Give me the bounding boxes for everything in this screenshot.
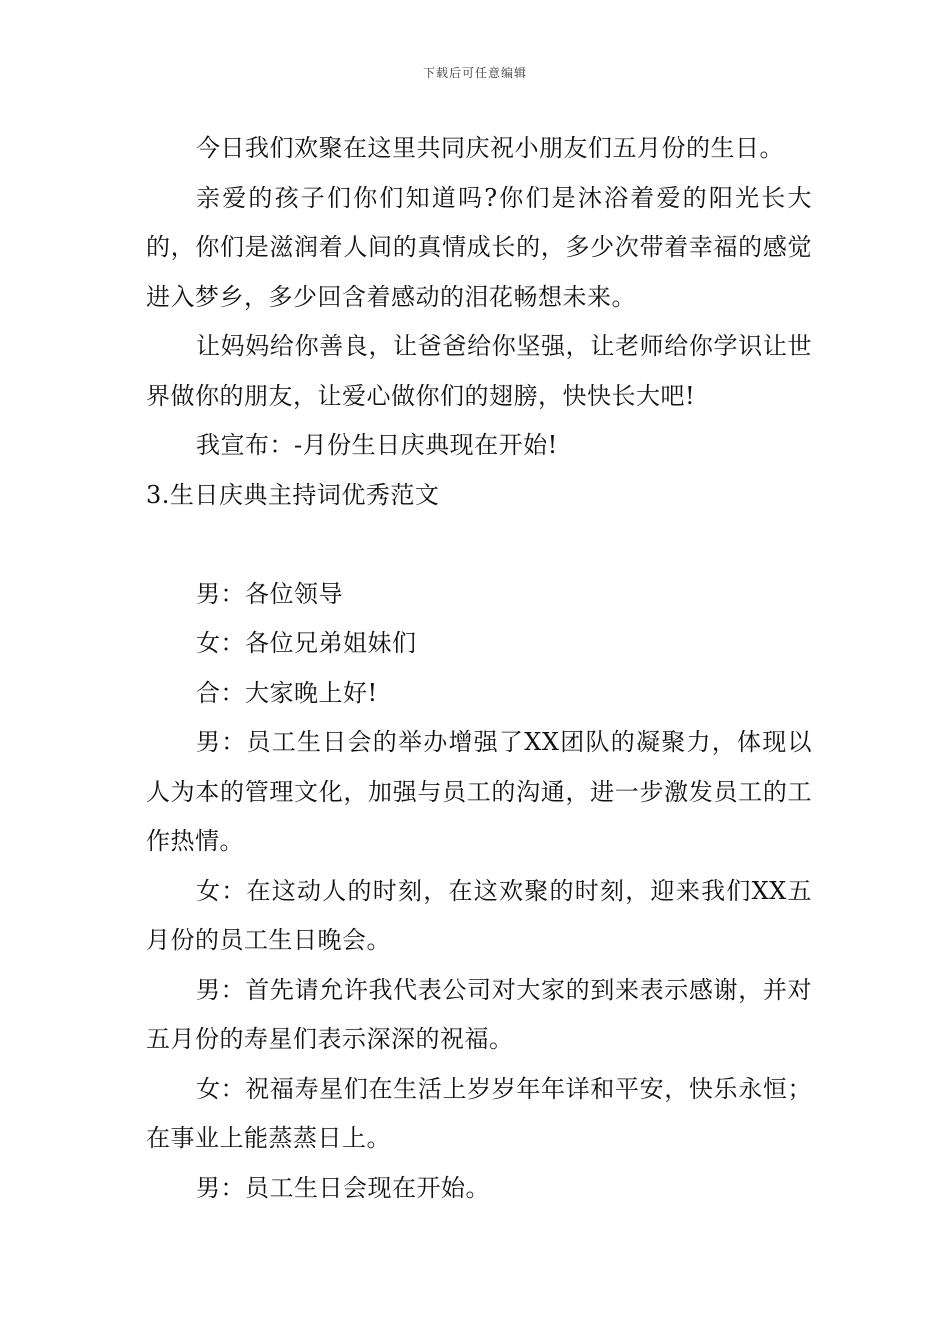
paragraph-announcement: 我宣布：-月份生日庆典现在开始!	[196, 431, 558, 459]
dialogue-line: 男：各位领导	[196, 579, 343, 608]
paragraph-children: 亲爱的孩子们你们知道吗?你们是沐浴着爱的阳光长大的，你们是滋润着人间的真情成长的，多少次带着幸福的感觉进入梦乡，多少回含着感动的泪花畅想未来。	[146, 183, 812, 311]
dialogue-line: 合：大家晚上好!	[196, 678, 378, 707]
page-header: 下载后可任意编辑	[422, 66, 527, 80]
paragraph-blessing: 让妈妈给你善良，让爸爸给你坚强，让老师给你学识让世界做你的朋友，让爱心做你们的翅膀，快快长大吧!	[146, 332, 812, 410]
dialogue-line: 男：员工生日会现在开始。	[196, 1173, 490, 1202]
dialogue-line: 女：各位兄弟姐妹们	[196, 629, 417, 657]
dialogue-line: 女：在这动人的时刻，在这欢聚的时刻，迎来我们XX五月份的员工生日晚会。	[146, 876, 812, 954]
section-title: 3.生日庆典主持词优秀范文	[146, 480, 440, 509]
dialogue-line: 男：首先请允许我代表公司对大家的到来表示感谢，并对五月份的寿星们表示深深的祝福。	[146, 975, 812, 1053]
paragraph-greeting: 今日我们欢聚在这里共同庆祝小朋友们五月份的生日。	[196, 134, 784, 162]
dialogue-line: 男：员工生日会的举办增强了XX团队的凝聚力，体现以人为本的管理文化，加强与员工的沟通，进一步激发员工的工作热情。	[146, 728, 812, 855]
dialogue-line: 女：祝福寿星们在生活上岁岁年年详和平安，快乐永恒；在事业上能蒸蒸日上。	[146, 1074, 812, 1152]
spacer	[146, 520, 812, 570]
document-body	[146, 124, 812, 1213]
